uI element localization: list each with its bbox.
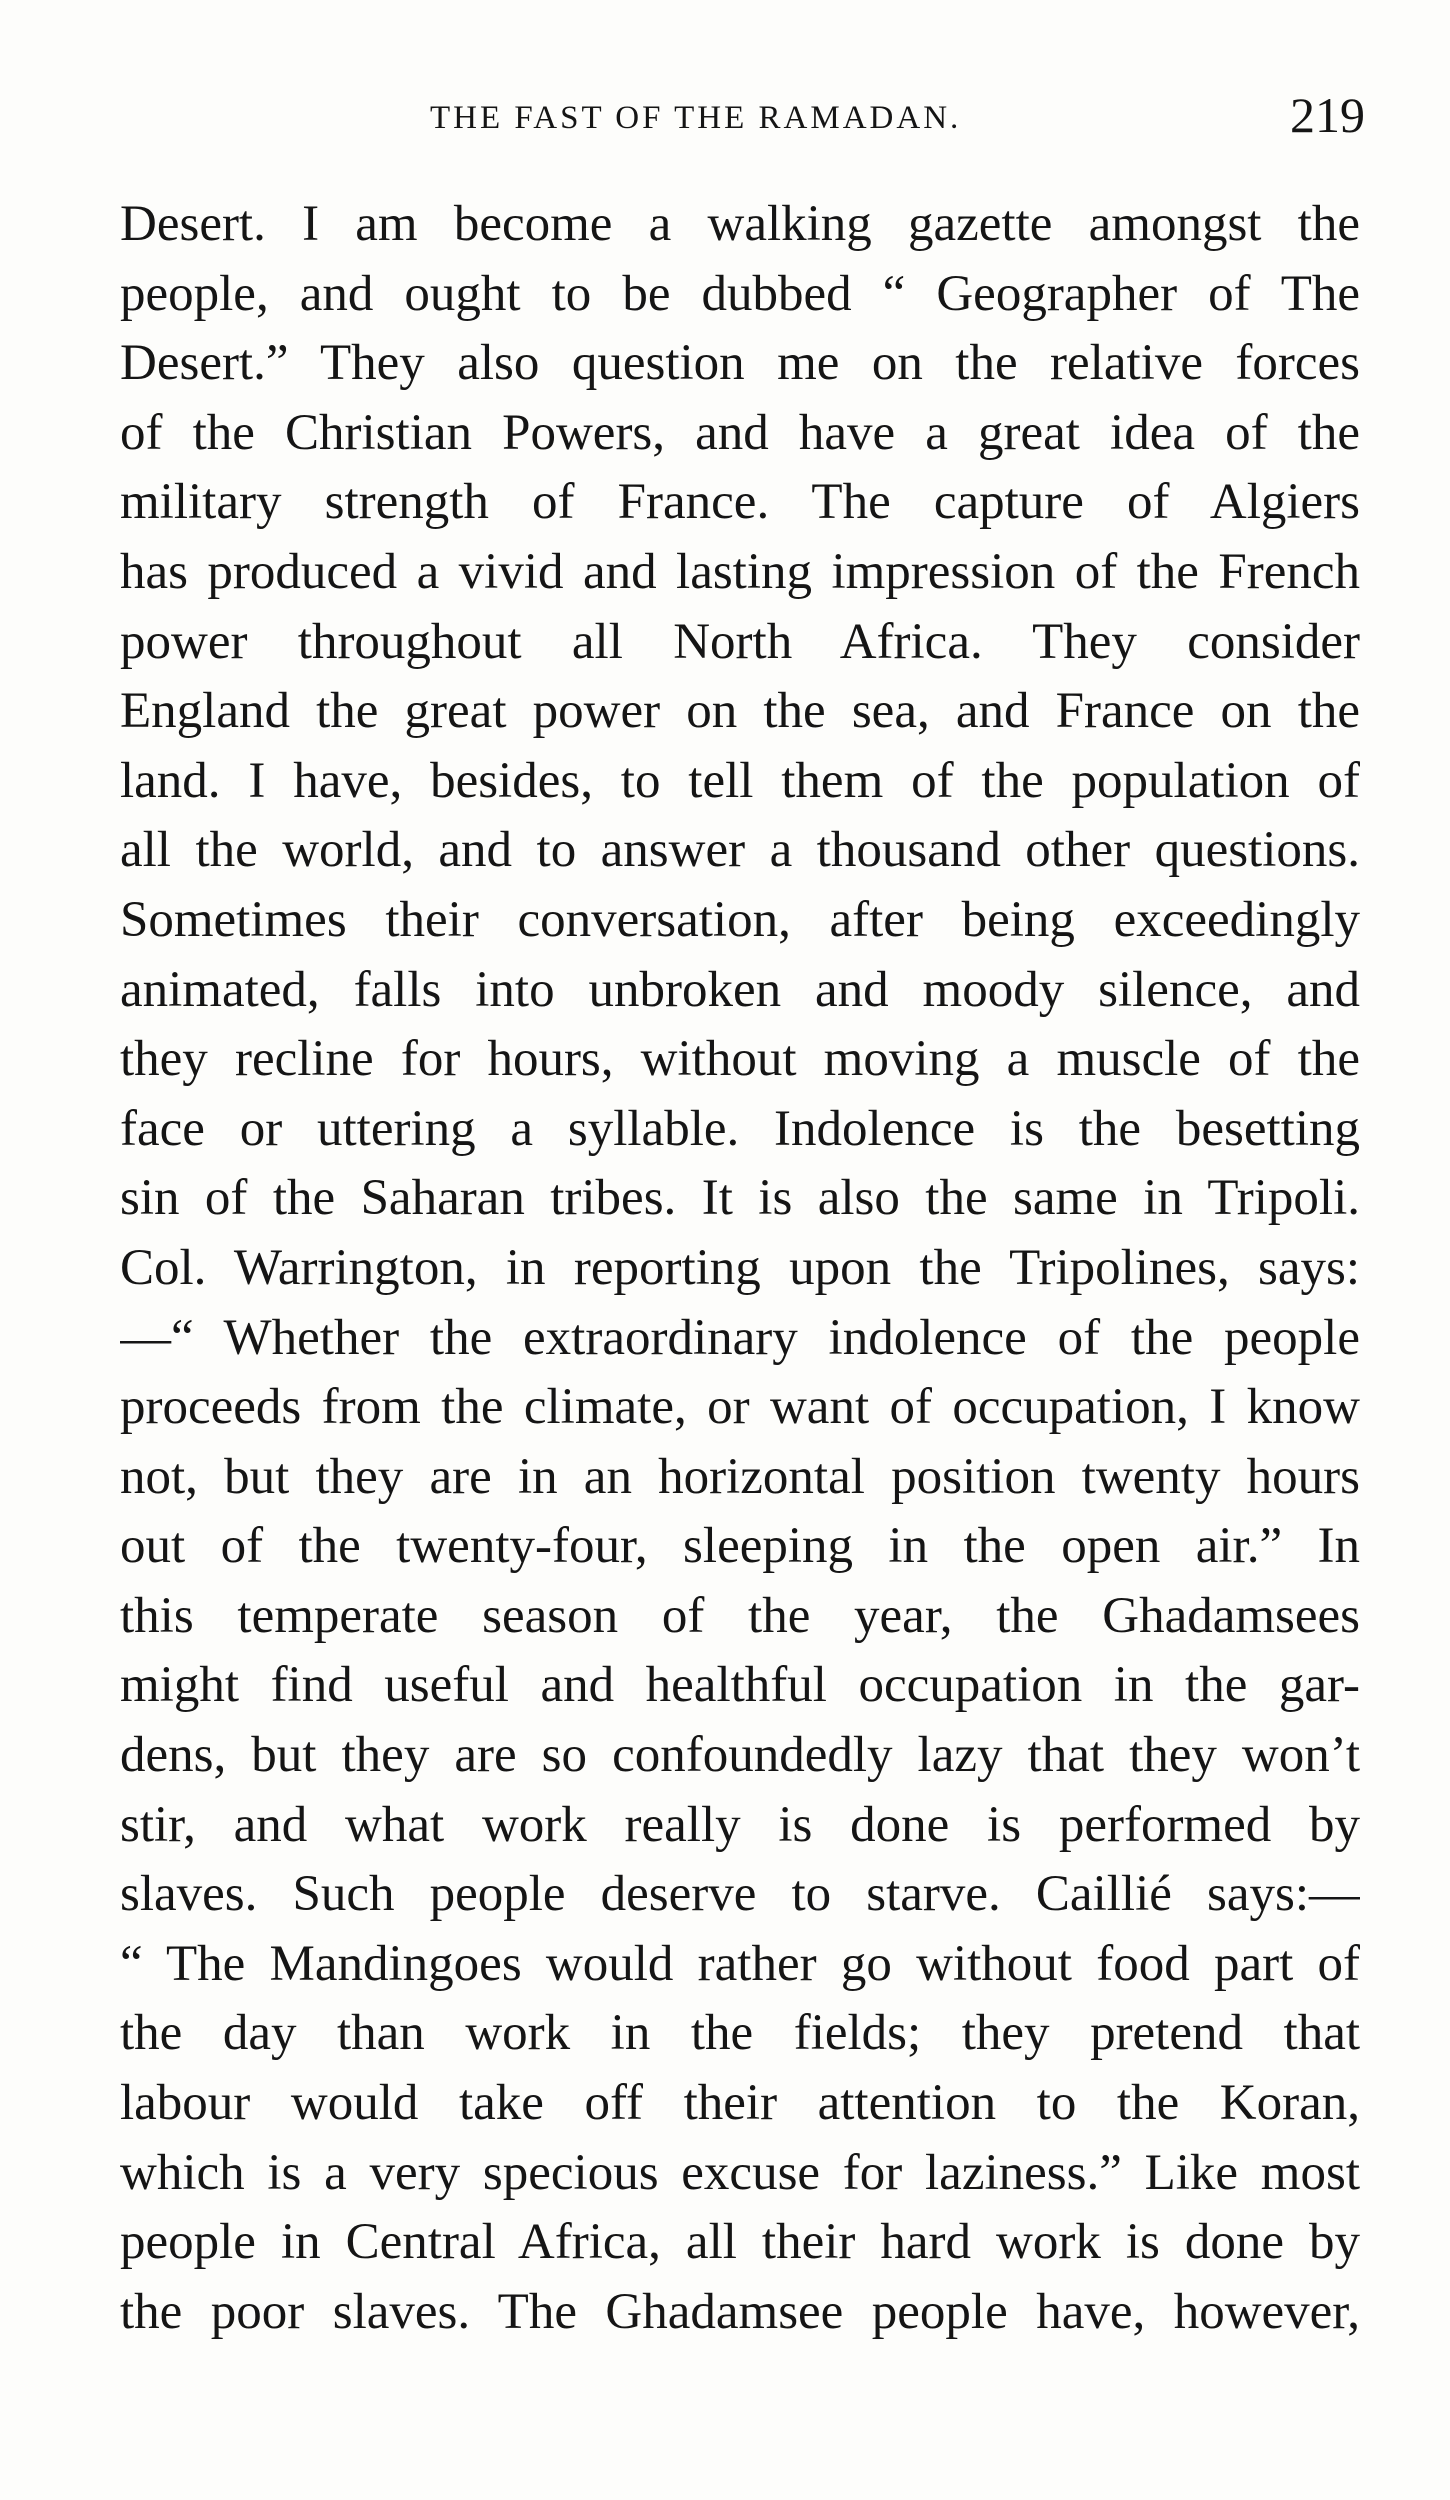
text-line: this temperate season of the year, the Ghadamsees [120,1587,1360,1644]
text-line: proceeds from the climate, or want of occupation, I know [120,1379,1360,1436]
text-line: out of the twenty-four, sleeping in the open air.” In [120,1518,1360,1575]
body-text [120,190,1360,2347]
text-line: England the great power on the sea, and France on the [120,683,1360,740]
text-line: all the world, and to answer a thousand other questions. [120,822,1360,879]
text-line: dens, but they are so confoundedly lazy that they won’t [120,1727,1360,1784]
text-line: land. I have, besides, to tell them of the population of [120,752,1360,809]
running-title: THE FAST OF THE RAMADAN. [430,100,962,136]
running-header [0,86,1450,146]
text-line: might find useful and healthful occupation in the gar- [120,1657,1360,1714]
text-line: Desert. I am become a walking gazette amongst the [120,196,1360,252]
text-line: labour would take off their attention to the Koran, [120,2075,1360,2132]
text-line: not, but they are in an horizontal position twenty hours [120,1448,1360,1505]
text-line: —“ Whether the extraordinary indolence of the people [120,1309,1360,1366]
text-line: they recline for hours, without moving a muscle of the [120,1031,1360,1088]
text-line: animated, falls into unbroken and moody silence, and [120,961,1360,1018]
text-line: Desert.” They also question me on the relative forces [120,335,1360,392]
page-number: 219 [1290,87,1365,143]
text-line: military strength of France. The capture of Algiers [120,474,1360,531]
text-line: Col. Warrington, in reporting upon the Tripolines, says: [120,1239,1360,1296]
text-line: face or uttering a syllable. Indolence is the besetting [120,1100,1360,1157]
text-line: sin of the Saharan tribes. It is also the same in Tripoli. [120,1170,1360,1227]
text-line: the poor slaves. The Ghadamsee people have, however, [120,2283,1360,2340]
text-line: which is a very specious excuse for laziness.” Like most [120,2144,1360,2201]
text-line: people in Central Africa, all their hard work is done by [120,2214,1360,2271]
text-line: Sometimes their conversation, after being exceedingly [120,891,1360,948]
text-line: power throughout all North Africa. They consider [120,613,1360,670]
text-line: of the Christian Powers, and have a great idea of the [120,404,1360,461]
text-line: stir, and what work really is done is performed by [120,1796,1360,1853]
text-line: people, and ought to be dubbed “ Geographer of The [120,265,1360,322]
text-line: has produced a vivid and lasting impression of the French [120,543,1360,600]
text-line: the day than work in the fields; they pretend that [120,2005,1360,2062]
text-line: slaves. Such people deserve to starve. Caillié says:— [120,1866,1360,1923]
text-line: “ The Mandingoes would rather go without food part of [120,1935,1360,1992]
